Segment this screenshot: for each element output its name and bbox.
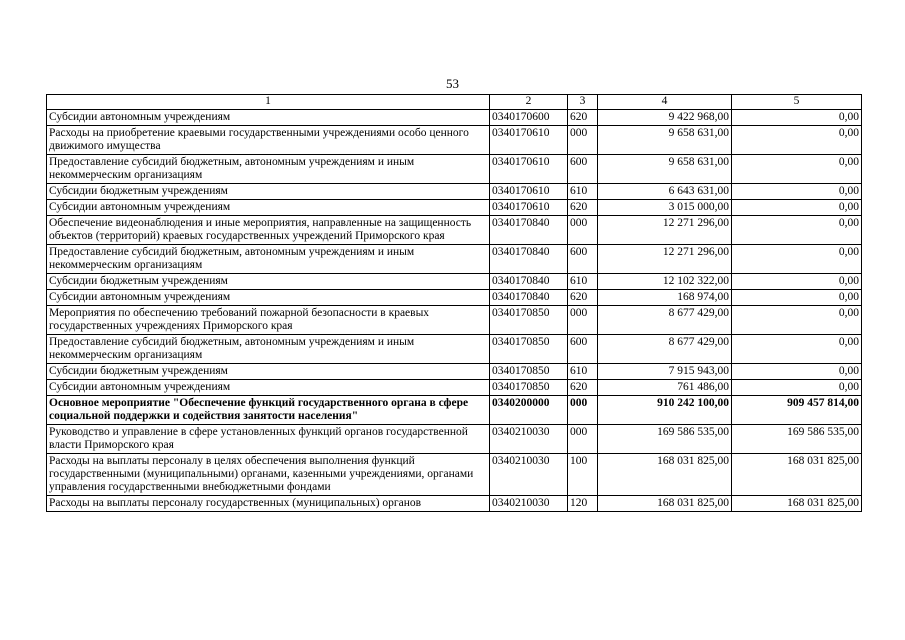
row-type-cell: 000 [568, 425, 598, 454]
row-value-1-cell: 169 586 535,00 [598, 425, 732, 454]
row-name-cell: Субсидии автономным учреждениям [47, 290, 490, 306]
table-row [47, 425, 862, 454]
row-type-cell: 620 [568, 200, 598, 216]
row-value-2-cell: 0,00 [732, 245, 862, 274]
table-row [47, 306, 862, 335]
row-value-2-cell: 909 457 814,00 [732, 396, 862, 425]
table-row [47, 216, 862, 245]
row-name-cell: Субсидии автономным учреждениям [47, 380, 490, 396]
row-name-cell: Предоставление субсидий бюджетным, автономным учреждениям и иным некоммерческим организациям [47, 245, 490, 274]
row-type-cell: 620 [568, 290, 598, 306]
row-value-2-cell: 169 586 535,00 [732, 425, 862, 454]
row-name-cell: Субсидии автономным учреждениям [47, 200, 490, 216]
header-col-5: 5 [732, 95, 862, 110]
row-value-1-cell: 168 031 825,00 [598, 496, 732, 512]
row-code-cell: 0340170600 [490, 110, 568, 126]
row-value-1-cell: 9 422 968,00 [598, 110, 732, 126]
row-value-2-cell: 0,00 [732, 155, 862, 184]
table-row [47, 245, 862, 274]
table-row [47, 126, 862, 155]
row-type-cell: 600 [568, 335, 598, 364]
header-col-4: 4 [598, 95, 732, 110]
row-name-cell: Субсидии бюджетным учреждениям [47, 184, 490, 200]
row-value-2-cell: 0,00 [732, 184, 862, 200]
table-row [47, 274, 862, 290]
row-value-2-cell: 0,00 [732, 306, 862, 335]
row-value-1-cell: 12 271 296,00 [598, 245, 732, 274]
row-value-1-cell: 168 031 825,00 [598, 454, 732, 496]
row-code-cell: 0340210030 [490, 454, 568, 496]
row-name-cell: Мероприятия по обеспечению требований пожарной безопасности в краевых государственных учреждениях Приморского края [47, 306, 490, 335]
row-type-cell: 000 [568, 216, 598, 245]
table-row [47, 155, 862, 184]
row-value-2-cell: 0,00 [732, 216, 862, 245]
row-value-2-cell: 0,00 [732, 274, 862, 290]
row-type-cell: 100 [568, 454, 598, 496]
row-value-1-cell: 7 915 943,00 [598, 364, 732, 380]
row-code-cell: 0340170850 [490, 364, 568, 380]
row-code-cell: 0340170610 [490, 200, 568, 216]
row-value-2-cell: 168 031 825,00 [732, 496, 862, 512]
table-row [47, 454, 862, 496]
table-row [47, 110, 862, 126]
row-code-cell: 0340210030 [490, 425, 568, 454]
row-name-cell: Расходы на выплаты персоналу в целях обеспечения выполнения функций государственными (муниципальными) органами, казенными учреждениями, органами управления государственными внебюджетными фондами [47, 454, 490, 496]
row-code-cell: 0340170850 [490, 335, 568, 364]
row-value-1-cell: 168 974,00 [598, 290, 732, 306]
row-type-cell: 600 [568, 155, 598, 184]
row-value-2-cell: 0,00 [732, 364, 862, 380]
row-code-cell: 0340170610 [490, 155, 568, 184]
row-value-1-cell: 8 677 429,00 [598, 306, 732, 335]
row-value-1-cell: 910 242 100,00 [598, 396, 732, 425]
table-row [47, 380, 862, 396]
row-value-2-cell: 0,00 [732, 126, 862, 155]
row-value-1-cell: 761 486,00 [598, 380, 732, 396]
header-col-2: 2 [490, 95, 568, 110]
row-value-1-cell: 12 102 322,00 [598, 274, 732, 290]
row-value-1-cell: 9 658 631,00 [598, 126, 732, 155]
page-number: 53 [446, 76, 459, 91]
row-value-2-cell: 0,00 [732, 200, 862, 216]
row-type-cell: 000 [568, 126, 598, 155]
table-body [47, 110, 862, 512]
row-name-cell: Расходы на выплаты персоналу государственных (муниципальных) органов [47, 496, 490, 512]
row-code-cell: 0340170610 [490, 184, 568, 200]
table-header-row [47, 95, 862, 110]
table-row [47, 200, 862, 216]
row-code-cell: 0340170610 [490, 126, 568, 155]
row-code-cell: 0340170840 [490, 216, 568, 245]
row-code-cell: 0340210030 [490, 496, 568, 512]
row-type-cell: 610 [568, 274, 598, 290]
row-name-cell: Субсидии бюджетным учреждениям [47, 364, 490, 380]
row-value-2-cell: 0,00 [732, 110, 862, 126]
row-type-cell: 600 [568, 245, 598, 274]
header-col-3: 3 [568, 95, 598, 110]
row-name-cell: Предоставление субсидий бюджетным, автономным учреждениям и иным некоммерческим организациям [47, 155, 490, 184]
table-row [47, 184, 862, 200]
row-code-cell: 0340170840 [490, 290, 568, 306]
row-value-1-cell: 9 658 631,00 [598, 155, 732, 184]
table-row [47, 364, 862, 380]
row-value-1-cell: 8 677 429,00 [598, 335, 732, 364]
row-name-cell: Основное мероприятие "Обеспечение функций государственного органа в сфере социальной поддержки и содействия занятости населения" [47, 396, 490, 425]
row-name-cell: Обеспечение видеонаблюдения и иные мероприятия, направленные на защищенность объектов (территорий) краевых государственных учреждений Приморского края [47, 216, 490, 245]
table-row [47, 290, 862, 306]
row-type-cell: 000 [568, 396, 598, 425]
row-name-cell: Предоставление субсидий бюджетным, автономным учреждениям и иным некоммерческим организациям [47, 335, 490, 364]
row-type-cell: 610 [568, 364, 598, 380]
row-value-2-cell: 0,00 [732, 335, 862, 364]
row-value-1-cell: 12 271 296,00 [598, 216, 732, 245]
row-value-2-cell: 0,00 [732, 380, 862, 396]
table-row [47, 496, 862, 512]
header-col-1: 1 [47, 95, 490, 110]
row-name-cell: Расходы на приобретение краевыми государственными учреждениями особо ценного движимого имущества [47, 126, 490, 155]
row-code-cell: 0340200000 [490, 396, 568, 425]
row-name-cell: Руководство и управление в сфере установленных функций органов государственной власти Приморского края [47, 425, 490, 454]
row-code-cell: 0340170840 [490, 245, 568, 274]
row-name-cell: Субсидии автономным учреждениям [47, 110, 490, 126]
row-value-1-cell: 3 015 000,00 [598, 200, 732, 216]
row-value-1-cell: 6 643 631,00 [598, 184, 732, 200]
row-value-2-cell: 168 031 825,00 [732, 454, 862, 496]
row-name-cell: Субсидии бюджетным учреждениям [47, 274, 490, 290]
row-type-cell: 620 [568, 380, 598, 396]
table-row [47, 396, 862, 425]
row-code-cell: 0340170840 [490, 274, 568, 290]
row-type-cell: 620 [568, 110, 598, 126]
row-code-cell: 0340170850 [490, 380, 568, 396]
table-row [47, 335, 862, 364]
row-type-cell: 000 [568, 306, 598, 335]
row-type-cell: 610 [568, 184, 598, 200]
row-code-cell: 0340170850 [490, 306, 568, 335]
budget-table [46, 94, 862, 512]
row-type-cell: 120 [568, 496, 598, 512]
row-value-2-cell: 0,00 [732, 290, 862, 306]
